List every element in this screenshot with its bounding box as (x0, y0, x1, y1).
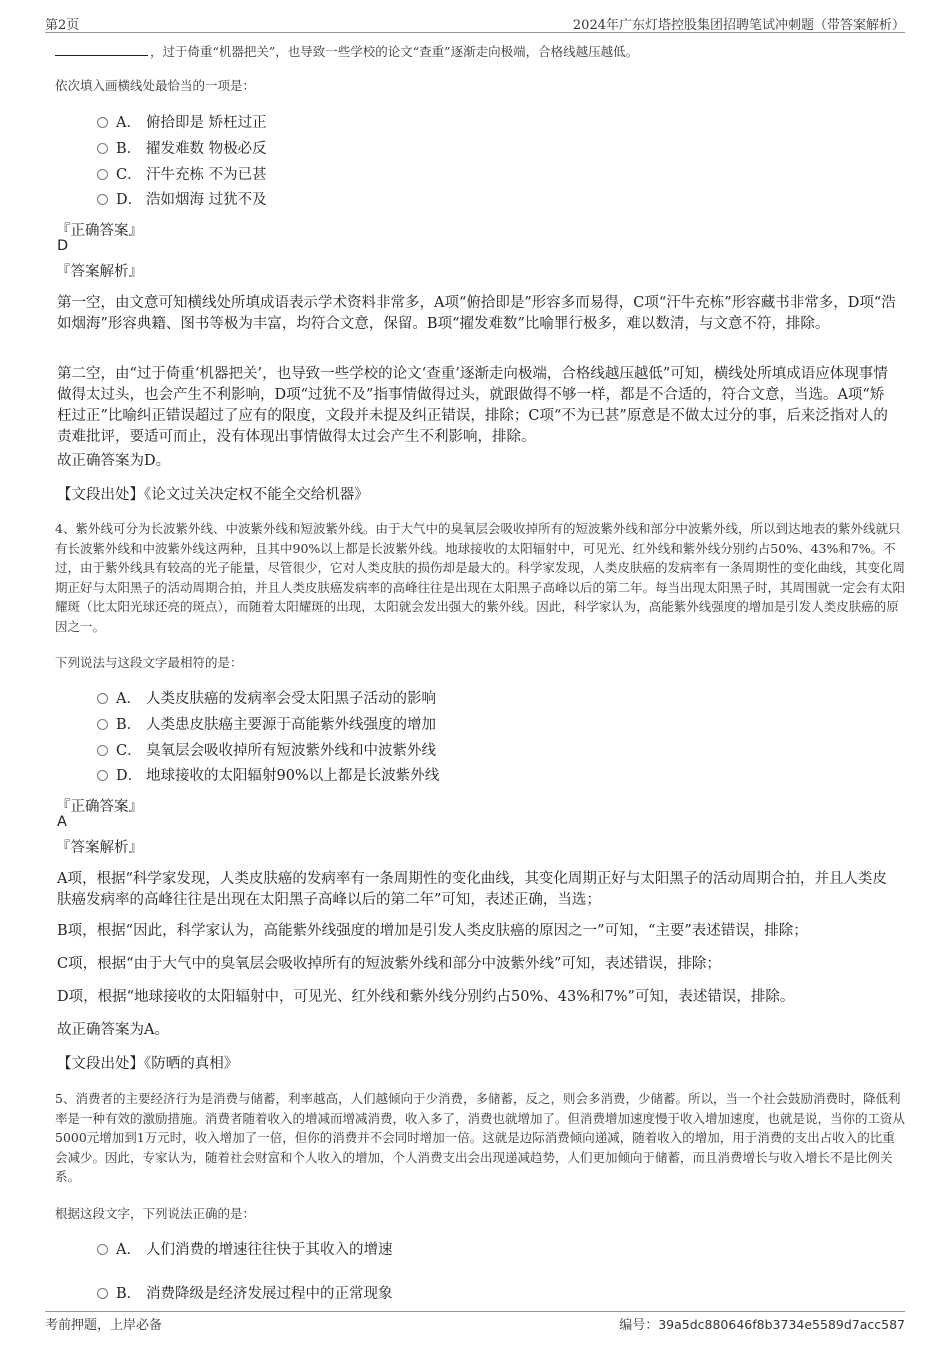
q3-analysis-label: 『答案解析』 (56, 264, 143, 280)
option-text: 擢发难数 物极必反 (146, 141, 267, 157)
page-number: 第2页 (45, 18, 80, 33)
radio-icon[interactable] (97, 1288, 108, 1299)
radio-icon[interactable] (97, 117, 108, 128)
q4-source: 【文段出处】《防晒的真相》 (57, 1056, 239, 1072)
option-text: 臭氧层会吸收掉所有短波紫外线和中波紫外线 (146, 743, 436, 759)
q4-option-c[interactable] (97, 740, 436, 762)
document-code (619, 1314, 905, 1333)
q4-analysis-label: 『答案解析』 (56, 840, 143, 856)
option-text: 俯拾即是 矫枉过正 (146, 115, 267, 131)
q3-source: 【文段出处】《论文过关决定权不能全交给机器》 (57, 487, 369, 503)
radio-icon[interactable] (97, 770, 108, 781)
q3-analysis-p1: 第一空，由文意可知横线处所填成语表示学术资料非常多，A项“俯拾即是”形容多而易得，C项“汗牛充栋”形容藏书非常多，D项“浩如烟海”形容典籍、图书等极为丰富，均符合文意，保留。B项“擢发难数”比喻罪行极多，难以数清，与文意不符，排除。 (57, 295, 896, 332)
radio-icon[interactable] (97, 169, 108, 180)
q3-conclusion: 故正确答案为D。 (57, 453, 171, 469)
option-text: 浩如烟海 过犹不及 (146, 192, 267, 208)
q3-prompt: 依次填入画横线处最恰当的一项是： (55, 78, 256, 93)
option-text: 汗牛充栋 不为已甚 (146, 167, 267, 183)
option-text: 人类患皮肤癌主要源于高能紫外线强度的增加 (146, 717, 436, 733)
q3-option-b[interactable] (97, 138, 267, 160)
radio-icon[interactable] (97, 693, 108, 704)
option-text: 消费降级是经济发展过程中的正常现象 (146, 1286, 393, 1302)
header-divider (45, 32, 905, 33)
q4-answer: A (57, 814, 67, 830)
q3-answer-label: 『正确答案』 (56, 223, 143, 239)
q4-stem: 4、紫外线可分为长波紫外线、中波紫外线和短波紫外线。由于大气中的臭氧层会吸收掉所有的短波紫外线和部分中波紫外线，所以到达地表的紫外线就只有长波紫外线和中波紫外线这两种，且其中90%以上都是长波紫外线。地球接收的太阳辐射中，可见光、红外线和紫外线分别约占50%、43%和7%。不过，由于紫外线具有较高的光子能量，尽管很少，它对人类皮肤的损伤却是最大的。科学家发现，人类皮肤癌的发病率有一条周期性的变化曲线，其变化周期正好与太阳黑子的活动周期合拍，并且人类皮肤癌发病率的高峰往往是出现在太阳黑子高峰以后的第二年。每当出现太阳黑子时，其周围就一定会有太阳耀斑（比太阳光球还亮的斑点），而随着太阳耀斑的出现，太阳就会发出强大的紫外线。因此，科学家认为，高能紫外线强度的增加是引发人类皮肤癌的原因之一。 (55, 521, 906, 634)
option-letter: A． (116, 115, 141, 131)
q4-analysis-a: A项，根据“科学家发现，人类皮肤癌的发病率有一条周期性的变化曲线，其变化周期正好与太阳黑子的活动周期合拍，并且人类皮肤癌发病率的高峰往往是出现在太阳黑子高峰以后的第二年”可知，表述正确，当选； (57, 871, 887, 908)
radio-icon[interactable] (97, 719, 108, 730)
option-letter: C． (116, 743, 142, 759)
radio-icon[interactable] (97, 1244, 108, 1255)
fill-blank (55, 43, 148, 56)
option-text: 人们消费的增速往往快于其收入的增速 (146, 1242, 393, 1258)
q3-answer: D (57, 238, 69, 254)
q4-option-b[interactable] (97, 714, 436, 736)
radio-icon[interactable] (97, 745, 108, 756)
q3-stem-text: ，过于倚重“机器把关”，也导致一些学校的论文“查重”逐渐走向极端，合格线越压越低。 (150, 44, 639, 59)
q3-option-c[interactable] (97, 164, 267, 186)
q4-analysis-c: C项，根据“由于大气中的臭氧层会吸收掉所有的短波紫外线和部分中波紫外线”可知，表述错误，排除； (57, 956, 721, 972)
option-letter: B． (116, 717, 142, 733)
q5-prompt: 根据这段文字，下列说法正确的是： (55, 1206, 256, 1221)
footer-slogan: 考前押题，上岸必备 (45, 1318, 163, 1333)
q4-option-a[interactable] (97, 688, 436, 710)
option-letter: A． (116, 1242, 141, 1258)
q4-conclusion: 故正确答案为A。 (57, 1022, 169, 1038)
option-letter: B． (116, 141, 142, 157)
code-value: 39a5dc880646f8b3734e5589d7acc587 (658, 1317, 905, 1332)
document-title: 2024年广东灯塔控股集团招聘笔试冲刺题（带答案解析） (572, 18, 905, 33)
option-letter: D． (116, 768, 143, 784)
option-letter: B． (116, 1286, 142, 1302)
q4-prompt: 下列说法与这段文字最相符的是： (55, 655, 243, 670)
q4-analysis-b: B项，根据“因此，科学家认为，高能紫外线强度的增加是引发人类皮肤癌的原因之一”可知，“主要”表述错误，排除； (57, 923, 808, 939)
option-letter: A． (116, 691, 141, 707)
option-text: 人类皮肤癌的发病率会受太阳黑子活动的影响 (146, 691, 436, 707)
q4-answer-label: 『正确答案』 (56, 799, 143, 815)
q3-analysis-p2: 第二空，由“过于倚重‘机器把关’，也导致一些学校的论文‘查重’逐渐走向极端，合格线越压越低”可知，横线处所填成语应体现事情做得太过头，也会产生不利影响，D项“过犹不及”指事情做得过头，就跟做得不够一样，都是不合适的，符合文意，当选。A项“矫枉过正”比喻纠正错误超过了应有的限度，文段并未提及纠正错误，排除；C项“不为已甚”原意是不做太过分的事，后来泛指对人的责难批评，要适可而止，没有体现出事情做得太过会产生不利影响，排除。 (57, 366, 888, 445)
q5-option-b[interactable] (97, 1283, 393, 1305)
q4-analysis-d: D项，根据“地球接收的太阳辐射中，可见光、红外线和紫外线分别约占50%、43%和7%”可知，表述错误，排除。 (57, 989, 795, 1005)
option-letter: C． (116, 167, 142, 183)
q4-option-d[interactable] (97, 765, 439, 787)
option-text: 地球接收的太阳辐射90%以上都是长波紫外线 (146, 768, 440, 784)
q5-stem: 5、消费者的主要经济行为是消费与储蓄，利率越高，人们越倾向于少消费，多储蓄，反之，则会多消费，少储蓄。所以，当一个社会鼓励消费时，降低利率是一种有效的激励措施。消费者随着收入的增减而增减消费，收入多了，消费也就增加了。但消费增加速度慢于收入增加速度，也就是说，当你的工资从5000元增加到1万元时，收入增加了一倍，但你的消费并不会同时增加一倍。这就是边际消费倾向递减，随着收入的增加，用于消费的支出占收入的比重会减少。因此，专家认为，随着社会财富和个人收入的增加，个人消费支出会出现递减趋势，人们更加倾向于储蓄，而且消费增长与收入增长不是比例关系。 (55, 1091, 906, 1184)
q5-option-a[interactable] (97, 1239, 393, 1261)
code-label: 编号： (619, 1318, 659, 1333)
option-letter: D． (116, 192, 143, 208)
q3-option-a[interactable] (97, 112, 267, 134)
q3-stem (55, 42, 905, 62)
footer-divider (45, 1311, 905, 1312)
q3-option-d[interactable] (97, 189, 267, 211)
radio-icon[interactable] (97, 143, 108, 154)
radio-icon[interactable] (97, 194, 108, 205)
